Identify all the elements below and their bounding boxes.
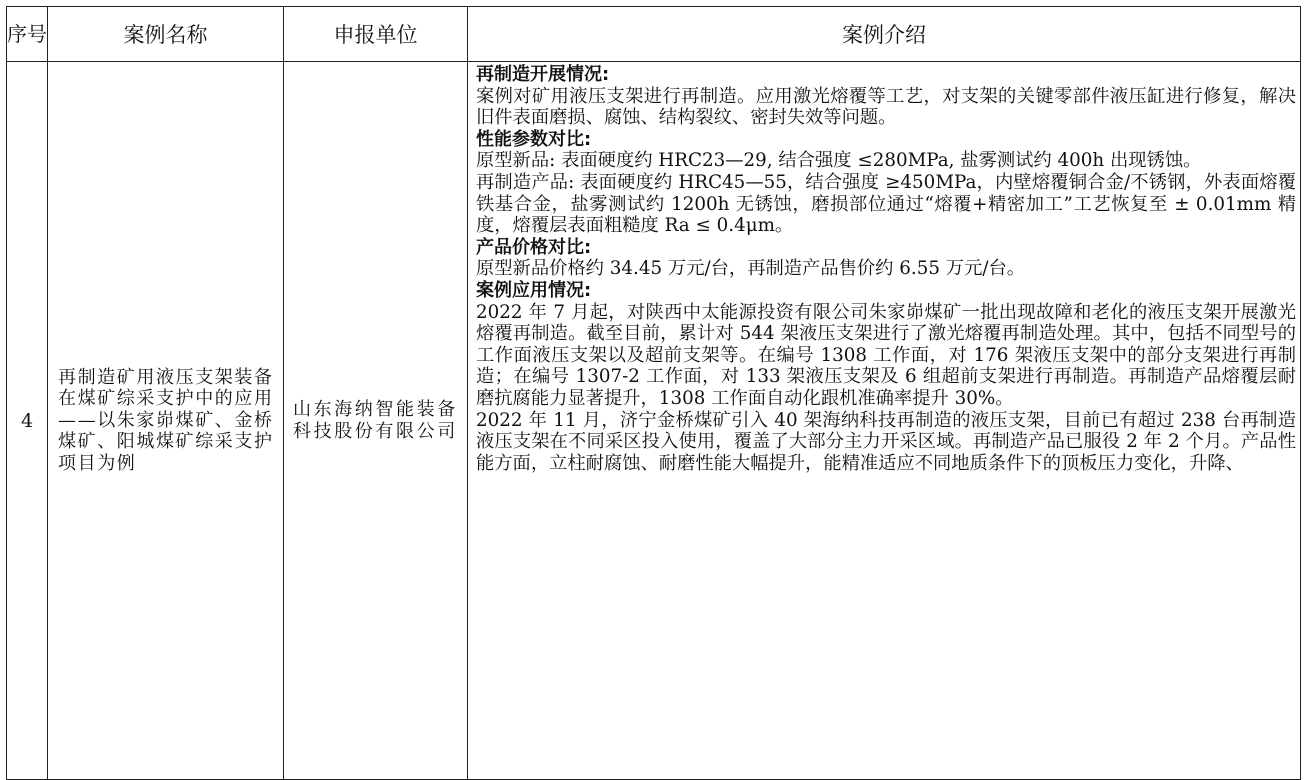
- case-intro-text: [476, 64, 1296, 775]
- section-title-performance: 性能参数对比:: [476, 128, 592, 150]
- section-paragraph: 原型新品价格约 34.45 万元/台，再制造产品售价约 6.55 万元/台。: [476, 258, 1026, 280]
- cell-case-intro: [468, 62, 1301, 780]
- cell-seq: 4: [7, 62, 48, 780]
- section-paragraph: 再制造产品: 表面硬度约 HRC45—55，结合强度 ≥450MPa，内壁熔覆铜合金/不锈钢，外表面熔覆铁基合金，盐雾测试约 1200h 无锈蚀，磨损部位通过“熔覆+精密加工”工艺恢复至 ± 0.01mm 精度，熔覆层表面粗糙度 Ra ≤ 0.4μm。: [476, 171, 1296, 237]
- table-row: [7, 62, 1301, 780]
- cell-case-name: 再制造矿用液压支架装备在煤矿综采支护中的应用——以朱家峁煤矿、金桥煤矿、阳城煤矿综采支护项目为例: [48, 62, 284, 780]
- header-case-name: 案例名称: [48, 7, 284, 62]
- case-table: [6, 6, 1301, 780]
- section-title-remanufacturing: 再制造开展情况:: [476, 64, 610, 85]
- cell-applicant-unit: 山东海纳智能装备科技股份有限公司: [284, 62, 468, 780]
- header-seq: 序号: [7, 7, 48, 62]
- section-title-price: 产品价格对比:: [476, 236, 592, 258]
- header-applicant-unit: 申报单位: [284, 7, 468, 62]
- section-paragraph: 案例对矿用液压支架进行再制造。应用激光熔覆等工艺，对支架的关键零部件液压缸进行修复，解决旧件表面磨损、腐蚀、结构裂纹、密封失效等问题。: [476, 85, 1296, 129]
- section-paragraph: 原型新品: 表面硬度约 HRC23—29, 结合强度 ≤280MPa, 盐雾测试约 400h 出现锈蚀。: [476, 150, 1202, 172]
- header-case-intro: 案例介绍: [468, 7, 1301, 62]
- section-paragraph: 2022 年 7 月起，对陕西中太能源投资有限公司朱家峁煤矿一批出现故障和老化的液压支架开展激光熔覆再制造。截至目前，累计对 544 架液压支架进行了激光熔覆再制造处理。其中，包括不同型号的工作面液压支架以及超前支架等。在编号 1308 工作面，对 176 架液压支架中的部分支架进行再制造；在编号 1307-2 工作面，对 133 架液压支架及 6 组超前支架进行再制造。再制造产品熔覆层耐磨抗腐能力显著提升，1308 工作面自动化跟机准确率提升 30%。: [476, 301, 1296, 409]
- section-paragraph: 2022 年 11 月，济宁金桥煤矿引入 40 架海纳科技再制造的液压支架，目前已有超过 238 台再制造液压支架在不同采区投入使用，覆盖了大部分主力开采区域。再制造产品已服役 2 年 2 个月。产品性能方面，立柱耐腐蚀、耐磨性能大幅提升，能精准适应不同地质条件下的顶板压力变化，升降、: [476, 409, 1296, 474]
- section-title-application: 案例应用情况:: [476, 279, 592, 301]
- table-header-row: [7, 7, 1301, 62]
